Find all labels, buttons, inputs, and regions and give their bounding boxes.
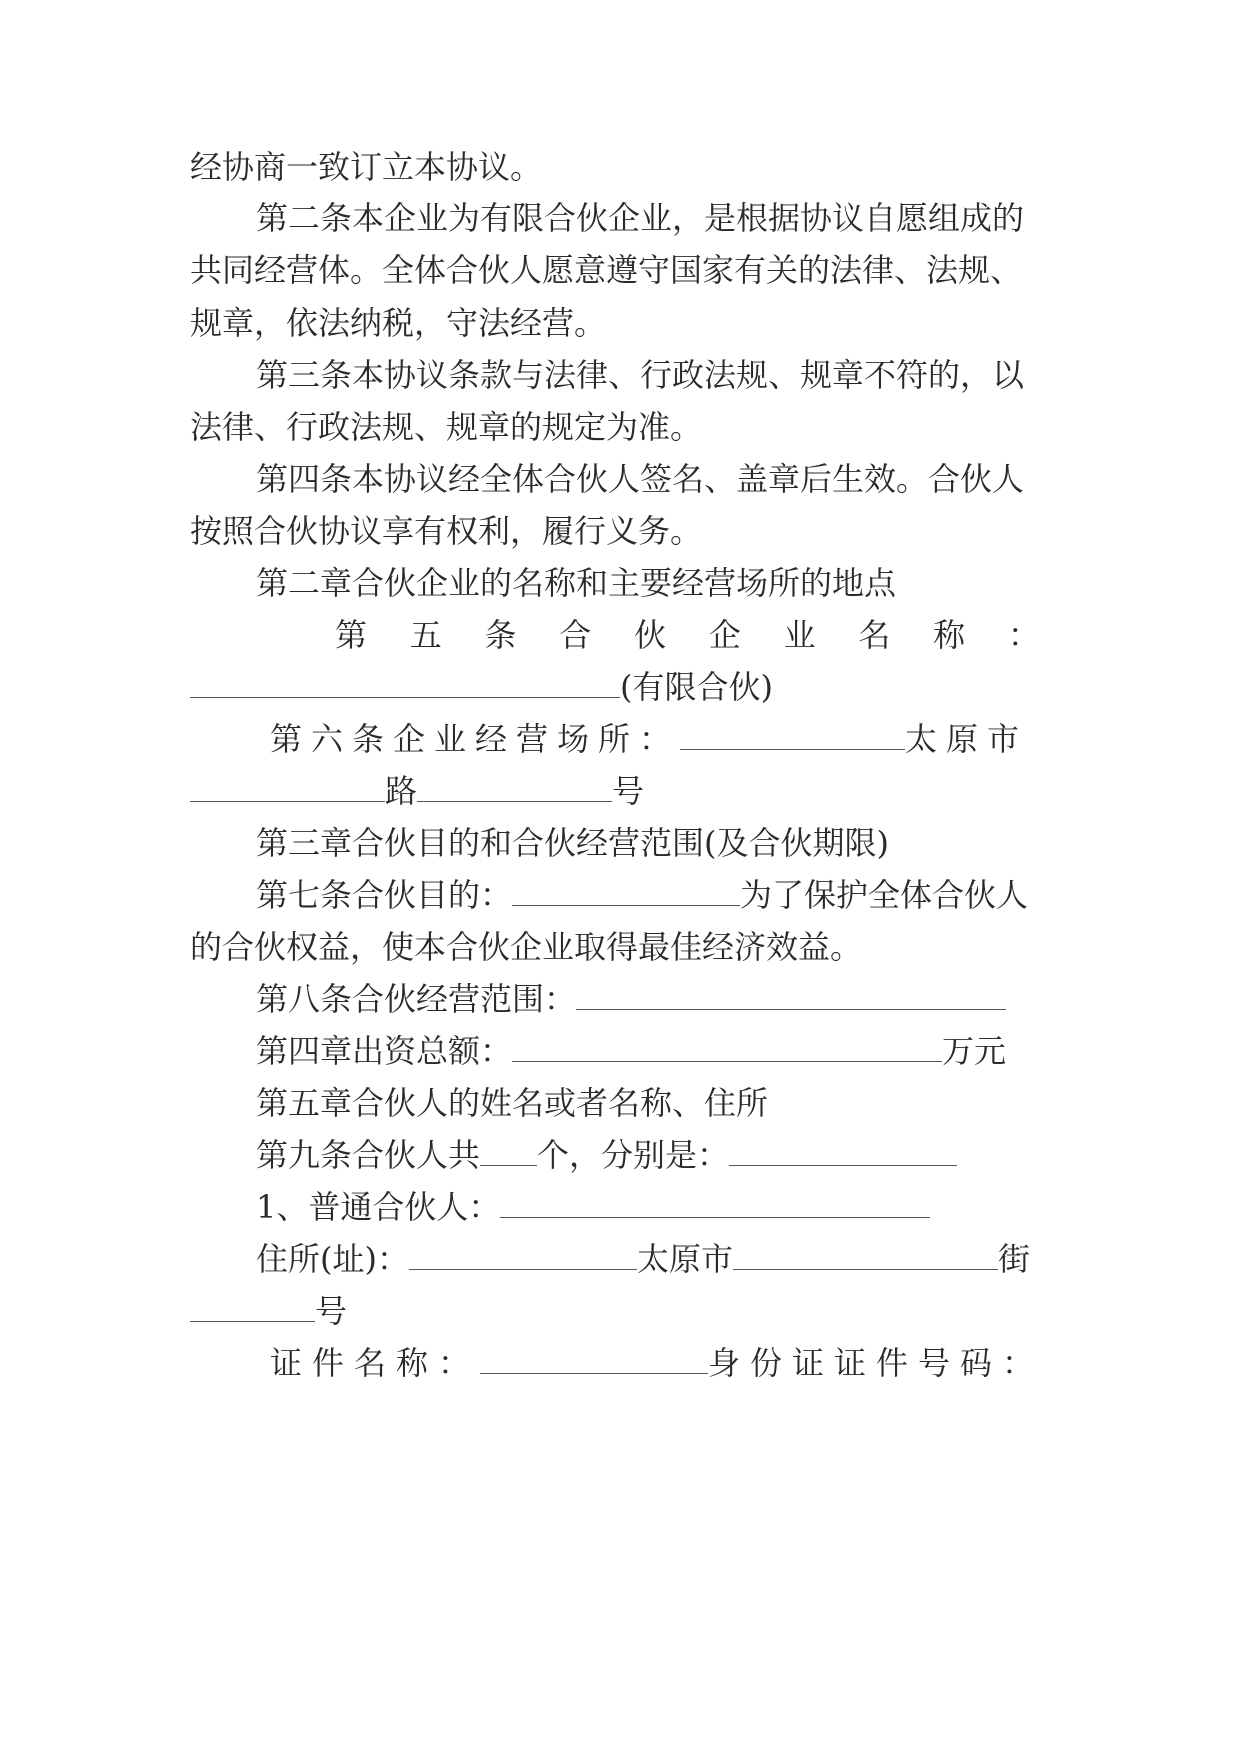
article-3-line: 第三条本协议条款与法律、行政法规、规章不符的，以 xyxy=(256,356,1025,394)
article-9-line: 第九条合伙人共 个，分别是： xyxy=(190,1135,1136,1175)
text-line: 规章，依法纳税，守法经营。 xyxy=(190,304,607,342)
residence-number-line: 号 xyxy=(190,1291,1070,1331)
id-document-line: 证件名称： 身份证证件号码： xyxy=(270,1344,1045,1382)
address-blank[interactable] xyxy=(680,719,905,750)
text-line: 的合伙权益，使本合伙企业取得最佳经济效益。 xyxy=(190,928,863,966)
general-partner-blank[interactable] xyxy=(500,1187,930,1218)
article-2-line: 第二条本企业为有限合伙企业，是根据协议自愿组成的 xyxy=(256,199,1025,237)
district-blank[interactable] xyxy=(190,771,385,802)
chapter-5-heading: 第五章合伙人的姓名或者名称、住所 xyxy=(256,1084,769,1122)
text-line: 共同经营体。全体合伙人愿意遵守国家有关的法律、法规、 xyxy=(190,251,1023,289)
chapter-3-heading: 第三章合伙目的和合伙经营范围(及合伙期限) xyxy=(256,824,889,862)
chapter-2-heading: 第二章合伙企业的名称和主要经营场所的地点 xyxy=(256,564,897,602)
capital-total-blank[interactable] xyxy=(512,1031,942,1062)
text-line: 按照合伙协议享有权利，履行义务。 xyxy=(190,512,703,550)
article-5-line: 第 五 条 合 伙 企 业 名 称 ： xyxy=(335,616,1040,654)
company-name-line: (有限合伙) xyxy=(190,667,1070,707)
street-blank[interactable] xyxy=(733,1239,998,1270)
road-number-blank[interactable] xyxy=(417,771,612,802)
business-scope-blank[interactable] xyxy=(576,979,1006,1010)
house-number-blank[interactable] xyxy=(190,1291,315,1322)
article-7-line: 第七条合伙目的： 为了保护全体合伙人 xyxy=(256,876,1029,914)
address-line: 路 号 xyxy=(190,771,1070,811)
purpose-blank[interactable] xyxy=(512,875,740,906)
chapter-4-line: 第四章出资总额： 万元 xyxy=(256,1032,1007,1070)
article-4-line: 第四条本协议经全体合伙人签名、盖章后生效。合伙人 xyxy=(256,460,1025,498)
article-8-line: 第八条合伙经营范围： xyxy=(190,979,1136,1019)
general-partner-line: 1、普通合伙人： xyxy=(190,1187,1136,1227)
text-line: 经协商一致订立本协议。 xyxy=(190,148,543,186)
partners-list-blank[interactable] xyxy=(729,1135,957,1166)
text-line: 法律、行政法规、规章的规定为准。 xyxy=(190,408,703,446)
residence-blank[interactable] xyxy=(409,1239,637,1270)
partner-count-blank[interactable] xyxy=(480,1135,537,1166)
article-6-line: 第六条企业经营场所： 太原市 xyxy=(270,720,1029,758)
id-type-blank[interactable] xyxy=(480,1343,708,1374)
company-name-blank[interactable] xyxy=(190,667,620,698)
residence-line: 住所(址)： 太原市 街 xyxy=(256,1240,1031,1278)
